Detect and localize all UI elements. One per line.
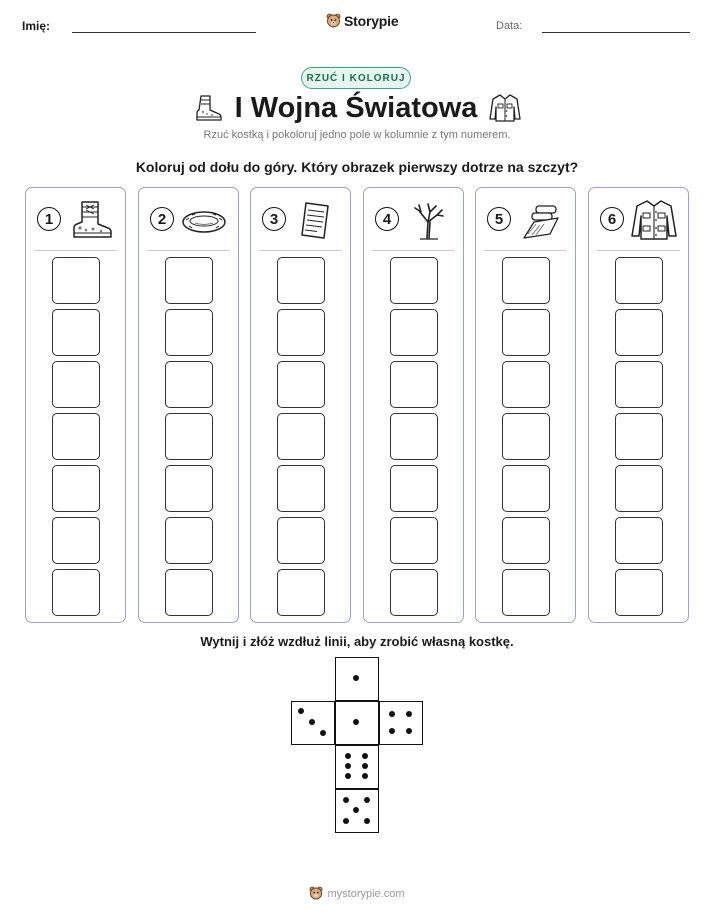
- race-column-2: [138, 187, 239, 623]
- dice-pip: [362, 773, 368, 779]
- page-subtitle: Rzuć kostką i pokoloruj jedno pole w kolumnie z tym numerem.: [203, 129, 511, 141]
- dice-pip: [362, 763, 368, 769]
- dice-face: [291, 701, 335, 745]
- dice-pip: [309, 719, 315, 725]
- column-number: 1: [37, 207, 61, 231]
- color-cell[interactable]: [390, 569, 438, 616]
- column-header: [589, 188, 688, 250]
- column-number: 4: [375, 207, 399, 231]
- name-label: Imię:: [22, 19, 51, 33]
- title-row: [0, 88, 714, 128]
- color-cell[interactable]: [390, 465, 438, 512]
- dice-pip: [406, 728, 412, 734]
- brand-logo: [326, 13, 398, 29]
- color-cell[interactable]: [390, 309, 438, 356]
- column-header: [26, 188, 125, 250]
- color-cell[interactable]: [165, 465, 213, 512]
- dice-pip: [343, 818, 349, 824]
- military-boot-icon: [68, 198, 114, 242]
- page-title: I Wojna Światowa: [234, 91, 478, 124]
- dice-pip: [389, 711, 395, 717]
- activity-badge: RZUĆ I KOLORUJ: [301, 67, 411, 89]
- color-cell[interactable]: [615, 465, 663, 512]
- footer-website[interactable]: mystorypie.com: [327, 887, 405, 900]
- color-cell[interactable]: [502, 517, 550, 564]
- column-divider: [372, 250, 455, 251]
- dice-pip: [345, 773, 351, 779]
- color-cell[interactable]: [615, 569, 663, 616]
- column-number: 6: [600, 207, 624, 231]
- dice-face: [335, 701, 379, 745]
- color-cell[interactable]: [502, 309, 550, 356]
- paper-document-icon: [293, 198, 339, 242]
- dice-pip: [343, 797, 349, 803]
- color-cell[interactable]: [277, 361, 325, 408]
- column-divider: [147, 250, 230, 251]
- color-instruction: Koloruj od dołu do góry. Który obrazek pierwszy dotrze na szczyt?: [135, 159, 579, 175]
- color-cell[interactable]: [52, 465, 100, 512]
- trench-sandbags-icon: [518, 198, 564, 242]
- dice-face: [379, 701, 423, 745]
- column-number: 2: [150, 207, 174, 231]
- color-cell[interactable]: [277, 413, 325, 460]
- color-cell[interactable]: [52, 413, 100, 460]
- race-column-1: [25, 187, 126, 623]
- color-cell[interactable]: [615, 257, 663, 304]
- column-header: [364, 188, 463, 250]
- dice-face: [335, 657, 379, 701]
- color-cell[interactable]: [615, 361, 663, 408]
- dice-pip: [362, 753, 368, 759]
- race-column-6: [588, 187, 689, 623]
- color-cell[interactable]: [615, 413, 663, 460]
- color-cell[interactable]: [277, 517, 325, 564]
- color-cell[interactable]: [165, 517, 213, 564]
- color-cell[interactable]: [390, 257, 438, 304]
- date-line: [542, 32, 690, 33]
- color-cell[interactable]: [52, 517, 100, 564]
- jacket-icon: [489, 93, 521, 123]
- color-cell[interactable]: [277, 465, 325, 512]
- color-cell[interactable]: [52, 309, 100, 356]
- color-cell[interactable]: [390, 361, 438, 408]
- color-cell[interactable]: [502, 361, 550, 408]
- name-line: [72, 32, 256, 33]
- trench-crater-icon: [181, 198, 227, 242]
- color-cell[interactable]: [502, 465, 550, 512]
- race-column-4: [363, 187, 464, 623]
- color-cell[interactable]: [165, 569, 213, 616]
- column-header: [139, 188, 238, 250]
- brand-name: Storypie: [344, 13, 399, 29]
- dice-pip: [345, 763, 351, 769]
- dice-pip: [320, 730, 326, 736]
- color-cell[interactable]: [502, 413, 550, 460]
- color-cell[interactable]: [165, 413, 213, 460]
- column-number: 5: [487, 207, 511, 231]
- boot-icon: [193, 93, 223, 123]
- color-cell[interactable]: [165, 361, 213, 408]
- dice-pip: [345, 753, 351, 759]
- color-cell[interactable]: [277, 309, 325, 356]
- column-divider: [484, 250, 567, 251]
- date-label: Data:: [496, 20, 523, 32]
- color-cell[interactable]: [615, 309, 663, 356]
- column-divider: [259, 250, 342, 251]
- column-header: [251, 188, 350, 250]
- dice-pip: [406, 711, 412, 717]
- color-cell[interactable]: [277, 257, 325, 304]
- dice-pip: [364, 797, 370, 803]
- dice-face: [335, 745, 379, 789]
- column-divider: [597, 250, 680, 251]
- column-header: [476, 188, 575, 250]
- dice-face: [335, 789, 379, 833]
- dice-pip: [353, 675, 359, 681]
- color-cell[interactable]: [165, 257, 213, 304]
- dice-pip: [353, 807, 359, 813]
- column-divider: [34, 250, 117, 251]
- column-number: 3: [262, 207, 286, 231]
- bare-tree-icon: [406, 198, 452, 242]
- footer: [0, 886, 714, 901]
- cut-instruction: Wytnij i złóż wzdłuż linii, aby zrobić własną kostkę.: [200, 634, 514, 649]
- color-cell[interactable]: [52, 361, 100, 408]
- worksheet-header: [0, 0, 714, 48]
- dice-pip: [298, 708, 304, 714]
- bear-mascot-icon: [309, 886, 323, 901]
- color-cell[interactable]: [277, 569, 325, 616]
- military-jacket-icon: [631, 198, 677, 242]
- dice-pip: [364, 818, 370, 824]
- race-column-5: [475, 187, 576, 623]
- color-cell[interactable]: [390, 413, 438, 460]
- dice-pip: [353, 719, 359, 725]
- color-cell[interactable]: [502, 569, 550, 616]
- race-column-3: [250, 187, 351, 623]
- color-cell[interactable]: [52, 257, 100, 304]
- color-cell[interactable]: [615, 517, 663, 564]
- color-cell[interactable]: [502, 257, 550, 304]
- color-cell[interactable]: [52, 569, 100, 616]
- dice-pip: [389, 728, 395, 734]
- color-cell[interactable]: [165, 309, 213, 356]
- bear-mascot-icon: [326, 13, 341, 29]
- color-cell[interactable]: [390, 517, 438, 564]
